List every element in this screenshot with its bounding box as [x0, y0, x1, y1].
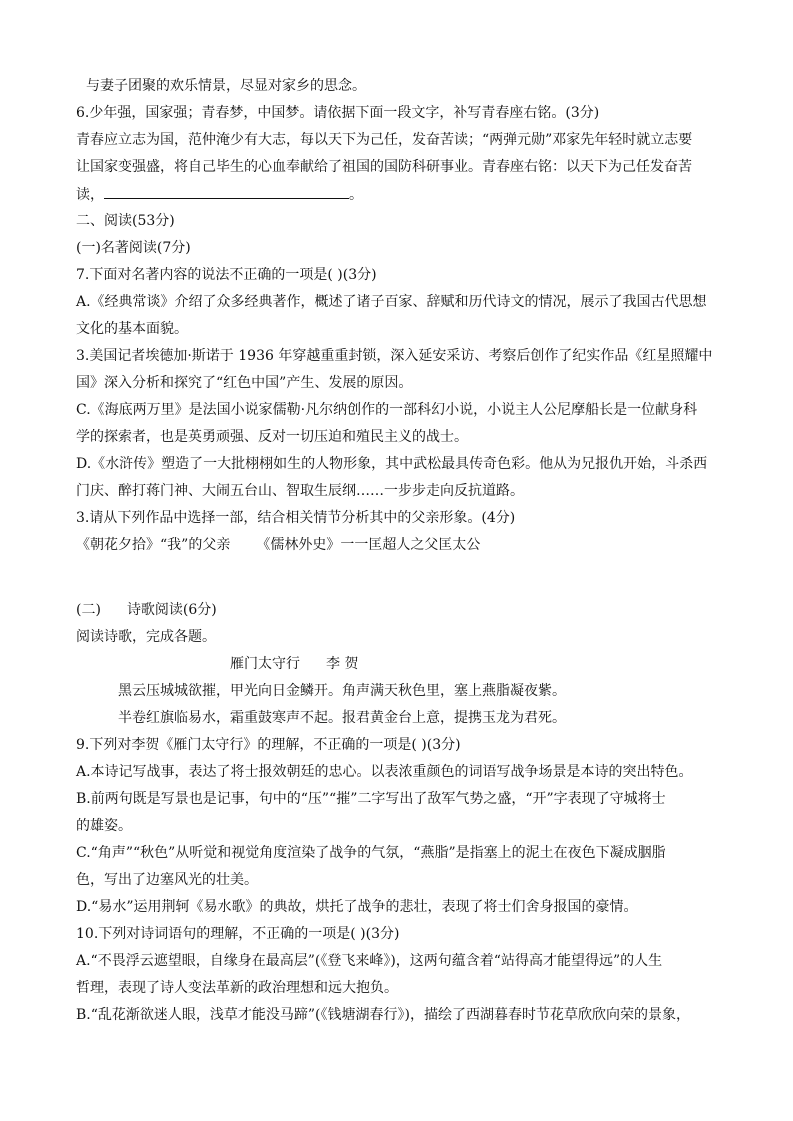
- subsection-heading: [76, 600, 733, 620]
- option-a: A.“不畏浮云遮望眼，自缘身在最高层”(《登飞来峰》)，这两句蕴含着“站得高才能望得远”的人生: [76, 953, 663, 969]
- subsection-title: 诗歌阅读(6分): [126, 602, 217, 618]
- option-b: B.前两句既是写景也是记事，句中的“压”“摧”二字写出了敌军气势之盛，“开”字表现了守城将士: [76, 791, 666, 807]
- option-c: C.“角声”“秋色”从听觉和视觉角度渲染了战争的气氛，“燕脂”是指塞上的泥土在夜色下凝成胭脂: [76, 845, 666, 861]
- text-line: 色，写出了边塞风光的壮美。: [76, 872, 258, 888]
- poem-author: 李 贺: [326, 656, 359, 672]
- poem-line: 黑云压城城欲摧，甲光向日金鳞开。角声满天秋色里，塞上燕脂凝夜紫。: [118, 683, 566, 699]
- question-9: 9.下列对李贺《雁门太守行》的理解，不正确的一项是( )(3分): [76, 737, 461, 753]
- poem-name: 雁门太守行: [230, 656, 300, 672]
- text-line: 哲理，表现了诗人变法革新的政治理想和远大抱负。: [76, 980, 398, 996]
- option-d: D.《水浒传》塑造了一大批栩栩如生的人物形象，其中武松最具传奇色彩。他从为兄报仇开始，斗杀西: [76, 456, 708, 472]
- section-heading: 二、阅读(53分): [76, 213, 175, 229]
- text-fragment: 读，: [76, 187, 104, 203]
- work-choice: 《朝花夕拾》“我”的父亲: [76, 537, 231, 553]
- subsection-number: (二): [76, 602, 101, 618]
- text-line: 国》深入分析和探究了“红色中国”产生、发展的原因。: [76, 375, 413, 391]
- question-10: 10.下列对诗词语句的理解，不正确的一项是( )(3分): [76, 926, 400, 942]
- option-c: C.《海底两万里》是法国小说家儒勒·凡尔纳创作的一部科幻小说，小说主人公尼摩船长是一位献身科: [76, 402, 698, 418]
- poem-title: [230, 654, 733, 674]
- text-line: 门庆、醉打蒋门神、大闹五台山、智取生辰纲……一步步走向反抗道路。: [76, 483, 524, 499]
- question-8: 3.请从下列作品中选择一部，结合相关情节分析其中的父亲形象。(4分): [76, 510, 516, 526]
- option-b: B.“乱花渐欲迷人眼，浅草才能没马蹄”(《钱塘湖春行》)，描绘了西湖暮春时节花草欣欣向荣的景象，: [76, 1007, 690, 1023]
- question-6: 6.少年强，国家强；青春梦，中国梦。请依据下面一段文字，补写青春座右铭。(3分): [76, 105, 600, 121]
- text-line-with-blank: [76, 184, 733, 205]
- text-line: 与妻子团聚的欢乐情景，尽显对家乡的思念。: [86, 78, 366, 94]
- poem-line: 半卷红旗临易水，霜重鼓寒声不起。报君黄金台上意，提携玉龙为君死。: [118, 710, 566, 726]
- answer-blank[interactable]: [104, 184, 349, 199]
- text-line: 学的探索者，也是英勇顽强、反对一切压迫和殖民主义的战士。: [76, 429, 468, 445]
- question-7: 7.下面对名著内容的说法不正确的一项是( )(3分): [76, 267, 377, 283]
- text-line: 让国家变强盛，将自己毕生的心血奉献给了祖国的国防科研事业。青春座右铭：以天下为己任发奋苦: [76, 159, 692, 175]
- instruction: 阅读诗歌，完成各题。: [76, 629, 216, 645]
- text-fragment: 。: [349, 187, 363, 203]
- text-line: 文化的基本面貌。: [76, 321, 188, 337]
- option-a: A.《经典常谈》介绍了众多经典著作，概述了诸子百家、辞赋和历代诗文的情况，展示了我国古代思想: [76, 294, 707, 310]
- work-choice: 《儒林外史》一一匡超人之父匡太公: [256, 537, 481, 553]
- subsection-heading: (一)名著阅读(7分): [76, 240, 191, 256]
- work-choices: [76, 535, 733, 555]
- option-a: A.本诗记写战事，表达了将士报效朝廷的忠心。以表浓重颜色的词语写战争场景是本诗的突出特色。: [76, 764, 693, 780]
- option-b: 3.美国记者埃德加·斯诺于 1936 年穿越重重封锁，深入延安采访、考察后创作了纪实作品《红星照耀中: [76, 348, 713, 364]
- text-line: 青春应立志为国，范仲淹少有大志，每以天下为己任，发奋苦读；“两弹元勋”邓家先年轻时就立志要: [76, 132, 693, 148]
- option-d: D.“易水”运用荆轲《易水歌》的典故，烘托了战争的悲壮，表现了将士们舍身报国的豪情。: [76, 899, 638, 915]
- text-line: 的雄姿。: [76, 818, 132, 834]
